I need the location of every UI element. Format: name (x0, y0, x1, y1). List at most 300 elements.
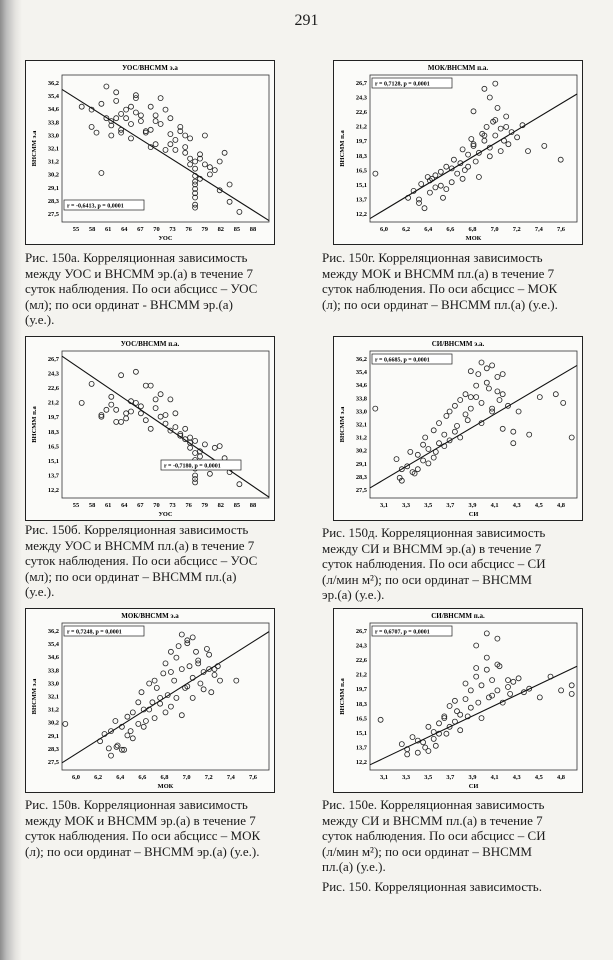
x-tick-label: 6,4 (424, 226, 433, 233)
data-point (187, 664, 192, 669)
caption-150d (322, 525, 590, 603)
data-point (495, 688, 500, 693)
x-tick-label: 3,9 (468, 502, 477, 509)
data-point (490, 409, 495, 414)
data-point (114, 98, 119, 103)
data-point (168, 116, 173, 121)
x-tick-label: 79 (201, 502, 208, 509)
caption-line: (мл); по оси ординат - ВНСММ эр.(а) (25, 296, 233, 312)
data-point (173, 147, 178, 152)
data-point (119, 419, 124, 424)
data-point (437, 421, 442, 426)
data-point (527, 432, 532, 437)
data-point (209, 690, 214, 695)
data-point (484, 631, 489, 636)
x-axis-label: МОК (157, 783, 174, 790)
data-point (394, 457, 399, 462)
book-spine-shadow (0, 0, 22, 960)
data-point (168, 397, 173, 402)
y-tick-label: 33,0 (47, 680, 59, 688)
y-tick-label: 33,8 (355, 395, 367, 403)
data-point (410, 735, 415, 740)
data-point (163, 413, 168, 418)
y-tick-label: 29,1 (47, 732, 59, 740)
x-tick-label: 7,4 (226, 774, 235, 781)
data-point (479, 400, 484, 405)
data-point (511, 441, 516, 446)
y-tick-label: 12,2 (355, 211, 367, 218)
data-point (113, 719, 118, 724)
caption-line: (л/мин м²); по оси ординат – ВНСММ (322, 843, 532, 859)
data-point (193, 166, 198, 171)
chart-title: УОС/ВНСММ э.а (122, 64, 178, 72)
data-point (193, 438, 198, 443)
y-tick-label: 35,4 (47, 641, 59, 649)
caption-line: (л); по оси ординат – ВНСММ пл.(а) (у.е.). (322, 296, 558, 312)
caption-150v (25, 797, 282, 859)
data-point (133, 400, 138, 405)
x-tick-label: 6,0 (72, 774, 80, 781)
data-point (168, 704, 173, 709)
data-point (506, 142, 511, 147)
data-point (515, 135, 520, 140)
data-point (183, 150, 188, 155)
data-point (426, 447, 431, 452)
data-point (104, 407, 109, 412)
x-tick-label: 6,2 (94, 774, 103, 781)
data-point (222, 150, 227, 155)
data-point (148, 383, 153, 388)
data-point (511, 679, 516, 684)
data-point (504, 124, 509, 129)
chart-title: МОК/ВНСММ э.а (121, 612, 179, 620)
scatter-plot-150d (334, 337, 582, 520)
x-tick-label: 7,2 (512, 226, 521, 233)
data-point (196, 658, 201, 663)
data-point (153, 119, 158, 124)
x-tick-label: 7,0 (490, 226, 499, 233)
data-point (190, 695, 195, 700)
data-point (237, 209, 242, 214)
data-point (217, 159, 222, 164)
y-tick-label: 26,7 (47, 356, 59, 363)
data-point (497, 398, 502, 403)
y-tick-label: 22,6 (355, 657, 367, 665)
data-point (405, 752, 410, 757)
data-point (441, 195, 446, 200)
legend-text: r = 0,6685, p = 0,0001 (375, 357, 430, 364)
data-point (79, 400, 84, 405)
data-point (537, 395, 542, 400)
data-point (460, 176, 465, 181)
data-point (500, 426, 505, 431)
chart-title: УОС/ВНСММ п.а. (120, 340, 180, 348)
data-point (373, 406, 378, 411)
y-tick-label: 34,6 (355, 382, 367, 390)
data-point (152, 678, 157, 683)
data-point (487, 95, 492, 100)
y-tick-label: 15,1 (47, 457, 59, 465)
data-point (373, 171, 378, 176)
data-point (158, 96, 163, 101)
data-point (476, 175, 481, 180)
y-tick-label: 13,7 (47, 472, 59, 480)
data-point (188, 435, 193, 440)
figure-150a (25, 60, 275, 245)
data-point (444, 413, 449, 418)
data-point (124, 411, 129, 416)
y-tick-label: 32,1 (355, 421, 367, 429)
data-point (114, 407, 119, 412)
data-point (163, 147, 168, 152)
data-point (234, 678, 239, 683)
data-point (431, 736, 436, 741)
data-point (526, 149, 531, 154)
caption-150b (25, 522, 282, 600)
data-point (227, 199, 232, 204)
data-point (442, 432, 447, 437)
data-point (495, 374, 500, 379)
data-point (153, 397, 158, 402)
data-point (444, 731, 449, 736)
data-point (94, 130, 99, 135)
x-tick-label: 4,5 (534, 774, 543, 781)
data-point (173, 411, 178, 416)
data-point (427, 190, 432, 195)
page-number: 291 (294, 12, 319, 29)
data-point (433, 185, 438, 190)
caption-line: между УОС и ВНСММ эр.(а) в течение 7 (25, 265, 253, 281)
data-point (433, 173, 438, 178)
x-tick-label: 76 (185, 502, 192, 509)
x-tick-label: 6,2 (402, 226, 411, 233)
data-point (476, 700, 481, 705)
data-point (451, 157, 456, 162)
data-point (460, 147, 465, 152)
data-point (474, 383, 479, 388)
y-tick-label: 13,7 (355, 196, 367, 204)
data-point (482, 86, 487, 91)
caption-line: (л); по оси ординат – ВНСММ эр.(а) (у.е.). (25, 843, 260, 859)
data-point (463, 681, 468, 686)
data-point (153, 142, 158, 147)
data-point (490, 678, 495, 683)
data-point (473, 159, 478, 164)
y-tick-label: 26,7 (355, 80, 367, 87)
x-tick-label: 4,3 (512, 774, 521, 781)
y-tick-label: 18,3 (355, 700, 367, 708)
y-tick-label: 24,3 (47, 370, 59, 378)
data-point (561, 400, 566, 405)
x-tick-label: 7,0 (182, 774, 191, 781)
data-point (484, 124, 489, 129)
caption-line: суток наблюдения. По оси абсцисс – МОК (25, 828, 261, 843)
y-tick-label: 19,7 (355, 686, 367, 694)
data-point (148, 426, 153, 431)
x-axis-label: УОС (158, 235, 173, 242)
data-point (147, 681, 152, 686)
data-point (484, 655, 489, 660)
data-point (487, 154, 492, 159)
data-point (504, 114, 509, 119)
data-point (183, 145, 188, 150)
data-point (99, 101, 104, 106)
caption-line: суток наблюдения. По оси абсцисс – МОК (322, 281, 558, 296)
data-point (153, 113, 158, 118)
caption-150g (322, 250, 590, 312)
data-point (148, 127, 153, 132)
y-tick-label: 19,7 (355, 138, 367, 146)
y-tick-label: 32,1 (47, 145, 59, 153)
data-point (193, 159, 198, 164)
data-point (133, 110, 138, 115)
x-tick-label: 6,8 (468, 226, 477, 233)
data-point (465, 418, 470, 423)
data-point (109, 133, 114, 138)
caption-line: Рис. 150а. Корреляционная зависимость (25, 250, 248, 265)
data-point (136, 700, 141, 705)
figure-group-caption: Рис. 150. Корреляционная зависимость. (322, 879, 542, 894)
y-tick-label: 16,5 (47, 443, 59, 451)
data-point (558, 157, 563, 162)
y-tick-label: 22,6 (47, 385, 59, 393)
data-point (452, 698, 457, 703)
caption-line: суток наблюдения. По оси абсцисс – СИ (322, 556, 546, 571)
y-axis-label: ВНСММ э.а (31, 678, 38, 715)
y-tick-label: 27,5 (47, 211, 59, 218)
data-point (104, 84, 109, 89)
data-point (421, 442, 426, 447)
data-point (139, 690, 144, 695)
caption-line: суток наблюдения. По оси абсцисс – СИ (322, 828, 546, 843)
y-tick-label: 13,7 (355, 744, 367, 752)
data-point (417, 197, 422, 202)
x-tick-label: 4,8 (557, 774, 565, 781)
data-point (479, 683, 484, 688)
y-tick-label: 28,3 (47, 197, 59, 205)
scatter-plot-150g (334, 61, 582, 244)
x-tick-label: 70 (153, 502, 160, 509)
data-point (158, 414, 163, 419)
data-point (124, 116, 129, 121)
data-point (458, 728, 463, 733)
regression-line (370, 666, 577, 765)
data-point (415, 750, 420, 755)
data-point (479, 360, 484, 365)
scatter-plot-150v (26, 609, 274, 792)
y-tick-label: 31,2 (47, 706, 59, 714)
y-tick-label: 27,5 (47, 759, 59, 766)
y-tick-label: 22,6 (355, 109, 367, 117)
data-point (128, 729, 133, 734)
y-tick-label: 35,4 (355, 369, 367, 377)
data-point (438, 169, 443, 174)
x-axis-label: СИ (468, 511, 479, 518)
y-axis-label: ВНСММ п.а (339, 130, 346, 167)
y-tick-label: 12,2 (47, 487, 59, 494)
y-axis-label: ВНСММ э.а (339, 406, 346, 443)
data-point (163, 661, 168, 666)
y-tick-label: 33,8 (47, 119, 59, 127)
data-point (508, 691, 513, 696)
data-point (506, 678, 511, 683)
x-tick-label: 85 (233, 226, 241, 233)
x-tick-label: 82 (217, 226, 225, 233)
data-point (458, 398, 463, 403)
data-point (500, 392, 505, 397)
data-point (212, 445, 217, 450)
data-point (193, 451, 198, 456)
figure-150b (25, 336, 275, 521)
data-point (452, 403, 457, 408)
data-point (158, 122, 163, 127)
y-tick-label: 12,2 (355, 759, 367, 766)
caption-line: (у.е.). (25, 312, 55, 327)
data-point (422, 206, 427, 211)
y-tick-label: 33,0 (355, 408, 367, 416)
x-tick-label: 82 (217, 502, 225, 509)
x-tick-label: 7,6 (249, 774, 257, 781)
caption-line: Рис. 150г. Корреляционная зависимость (322, 250, 543, 265)
x-tick-label: 6,0 (380, 226, 388, 233)
data-point (148, 104, 153, 109)
x-tick-label: 88 (249, 226, 257, 233)
data-point (163, 107, 168, 112)
data-point (431, 428, 436, 433)
x-tick-label: 6,8 (160, 774, 169, 781)
data-point (106, 746, 111, 751)
data-point (444, 187, 449, 192)
x-axis-label: УОС (158, 511, 173, 518)
data-point (109, 753, 114, 758)
y-tick-label: 26,7 (355, 628, 367, 635)
data-point (185, 641, 190, 646)
data-point (152, 716, 157, 721)
data-point (89, 381, 94, 386)
data-point (452, 429, 457, 434)
y-tick-label: 16,5 (355, 715, 367, 723)
data-point (516, 676, 521, 681)
data-point (119, 111, 124, 116)
data-point (468, 705, 473, 710)
data-point (569, 683, 574, 688)
data-point (207, 165, 212, 170)
figure-150e (333, 608, 583, 793)
caption-line: пл.(а) (у.е.). (322, 859, 386, 874)
data-point (498, 126, 503, 131)
x-tick-label: 70 (153, 226, 160, 233)
data-point (204, 646, 209, 651)
data-point (79, 104, 84, 109)
data-point (466, 164, 471, 169)
data-point (179, 667, 184, 672)
data-point (482, 138, 487, 143)
data-point (500, 372, 505, 377)
data-point (179, 632, 184, 637)
x-tick-label: 4,3 (512, 502, 521, 509)
data-point (479, 716, 484, 721)
caption-line: между МОК и ВНСММ пл.(а) в течение 7 (322, 265, 555, 281)
y-tick-label: 31,2 (47, 158, 59, 166)
data-point (143, 383, 148, 388)
x-tick-label: 73 (169, 226, 176, 233)
x-tick-label: 61 (104, 226, 112, 233)
data-point (447, 704, 452, 709)
data-point (119, 373, 124, 378)
caption-line: между УОС и ВНСММ пл.(а) в течение 7 (25, 537, 255, 553)
data-point (455, 171, 460, 176)
data-point (202, 442, 207, 447)
figure-150d (333, 336, 583, 521)
data-point (168, 670, 173, 675)
data-point (161, 671, 166, 676)
data-point (207, 172, 212, 177)
data-point (202, 133, 207, 138)
chart-title: МОК/ВНСММ п.а. (427, 64, 489, 72)
data-point (183, 426, 188, 431)
data-point (125, 714, 130, 719)
chart-title: СИ/ВНСММ п.а. (431, 612, 485, 620)
data-point (89, 124, 94, 129)
data-point (179, 713, 184, 718)
caption-line: (л/мин м²); по оси ординат – ВНСММ (322, 571, 532, 587)
data-point (163, 710, 168, 715)
caption-150e (322, 797, 590, 875)
x-tick-label: 55 (72, 502, 80, 509)
y-tick-label: 36,2 (355, 356, 367, 363)
y-tick-label: 15,1 (355, 181, 367, 189)
data-point (484, 667, 489, 672)
data-point (217, 444, 222, 449)
data-point (114, 419, 119, 424)
data-point (168, 649, 173, 654)
y-tick-label: 29,1 (355, 460, 367, 468)
y-tick-label: 21,2 (47, 399, 59, 407)
data-point (193, 205, 198, 210)
data-point (458, 712, 463, 717)
data-point (449, 180, 454, 185)
regression-line (370, 94, 577, 219)
x-tick-label: 85 (233, 502, 241, 509)
figure-150v (25, 608, 275, 793)
x-tick-label: 67 (137, 226, 144, 233)
caption-line: Рис. 150в. Корреляционная зависимость (25, 797, 248, 812)
y-tick-label: 35,4 (47, 93, 59, 101)
data-point (114, 90, 119, 95)
data-point (415, 467, 420, 472)
y-tick-label: 36,2 (47, 628, 59, 635)
caption-line: между СИ и ВНСММ эр.(а) в течение 7 (322, 540, 542, 556)
data-point (426, 749, 431, 754)
data-point (468, 369, 473, 374)
x-tick-label: 4,1 (490, 774, 499, 781)
data-point (114, 744, 119, 749)
x-tick-label: 7,2 (204, 774, 213, 781)
data-point (490, 363, 495, 368)
data-point (193, 202, 198, 207)
caption-line: Рис. 150д. Корреляционная зависимость (322, 525, 546, 540)
data-point (109, 394, 114, 399)
y-tick-label: 30,2 (47, 171, 59, 179)
data-point (506, 685, 511, 690)
y-tick-label: 33,0 (47, 132, 59, 140)
data-point (471, 109, 476, 114)
regression-line (370, 365, 577, 487)
scatter-plot-150e (334, 609, 582, 792)
data-point (495, 389, 500, 394)
data-point (431, 455, 436, 460)
x-tick-label: 6,4 (116, 774, 125, 781)
